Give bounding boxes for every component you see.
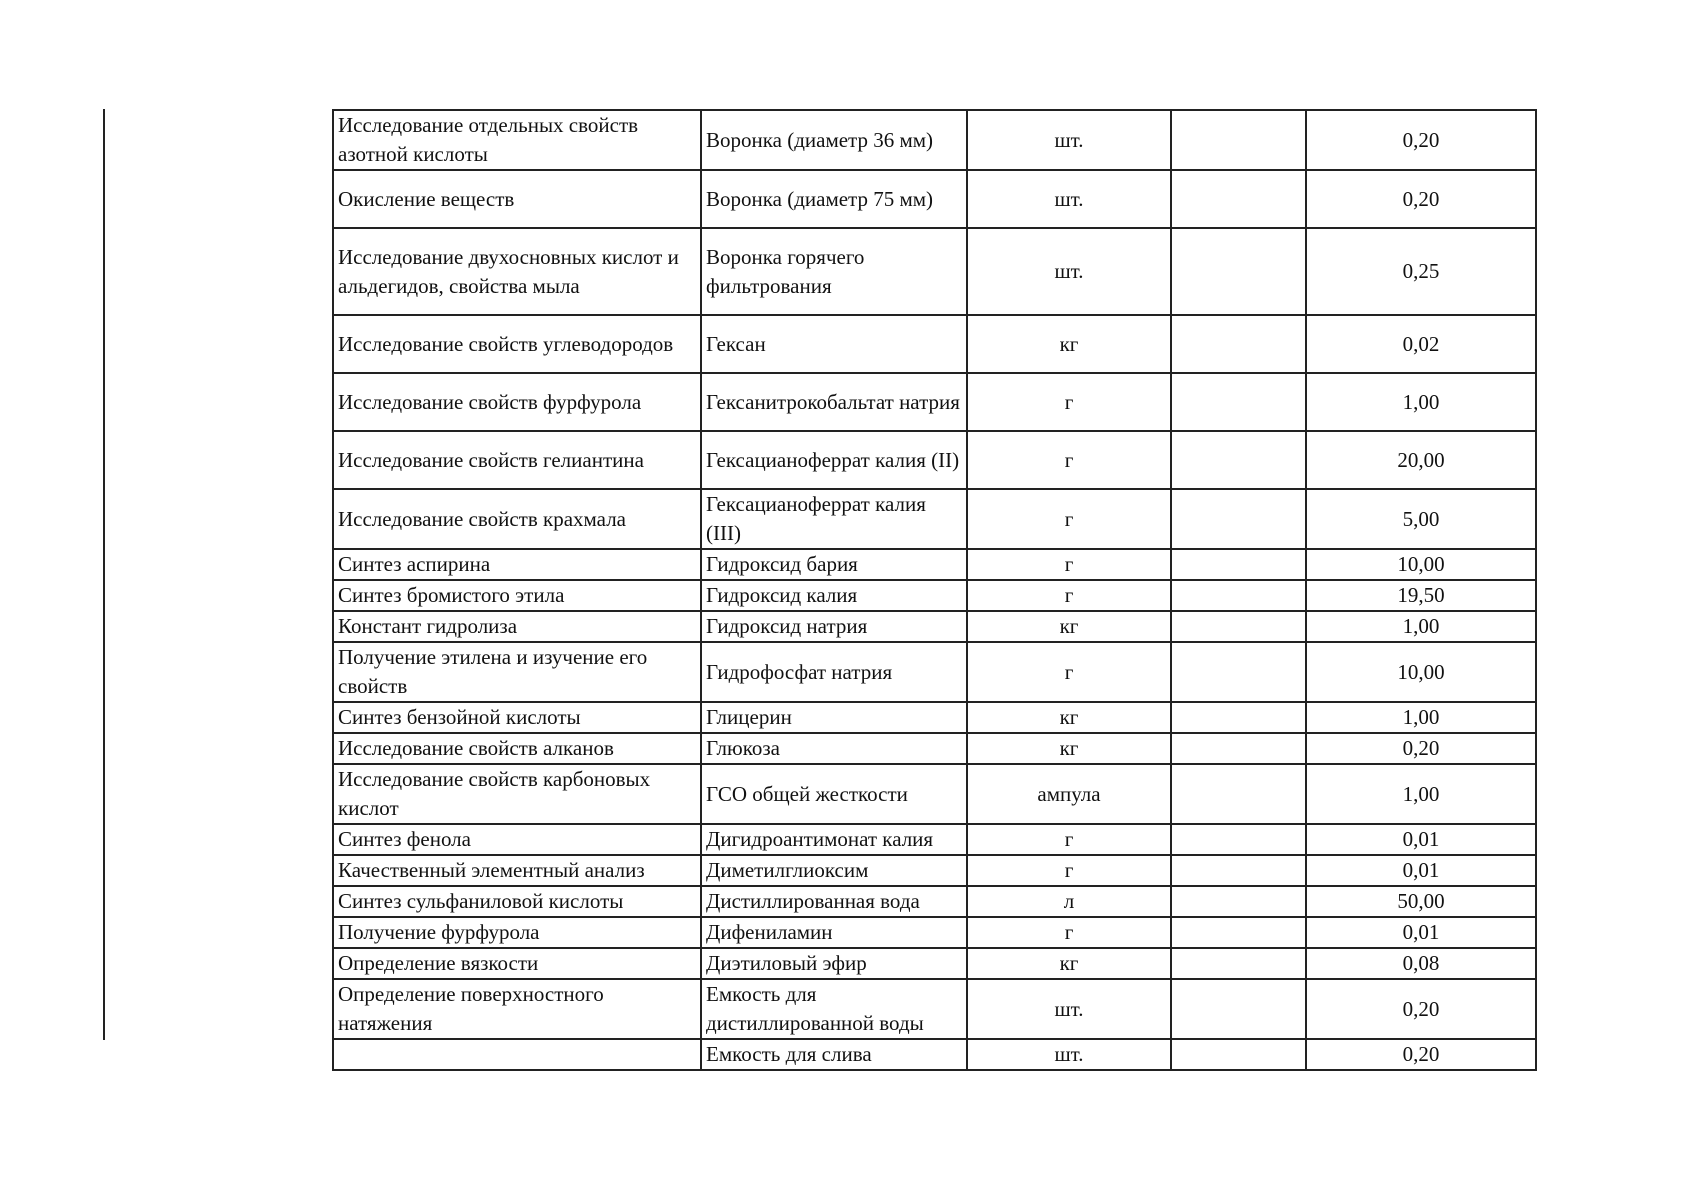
cell-quantity: 0,20 bbox=[1306, 733, 1536, 764]
cell-unit: г bbox=[967, 580, 1171, 611]
table-row bbox=[333, 979, 1536, 1039]
cell-material: Воронка (диаметр 36 мм) bbox=[701, 110, 967, 170]
cell-unit: кг bbox=[967, 948, 1171, 979]
cell-material: Глюкоза bbox=[701, 733, 967, 764]
cell-material: Воронка горячего фильтрования bbox=[701, 228, 967, 315]
cell-unit: г bbox=[967, 549, 1171, 580]
table-row bbox=[333, 373, 1536, 431]
cell-work: Окисление веществ bbox=[333, 170, 701, 228]
cell-unit: кг bbox=[967, 733, 1171, 764]
cell-quantity: 0,08 bbox=[1306, 948, 1536, 979]
cell-material: Глицерин bbox=[701, 702, 967, 733]
cell-work: Получение этилена и изучение его свойств bbox=[333, 642, 701, 702]
table-row bbox=[333, 228, 1536, 315]
cell-material: Гидроксид калия bbox=[701, 580, 967, 611]
table-row bbox=[333, 764, 1536, 824]
table-row bbox=[333, 170, 1536, 228]
cell-work: Констант гидролиза bbox=[333, 611, 701, 642]
materials-table bbox=[332, 109, 1537, 1071]
cell-quantity: 0,01 bbox=[1306, 855, 1536, 886]
cell-work: Исследование свойств алканов bbox=[333, 733, 701, 764]
cell-blank bbox=[1171, 431, 1306, 489]
cell-work: Исследование свойств крахмала bbox=[333, 489, 701, 549]
cell-quantity: 0,20 bbox=[1306, 110, 1536, 170]
cell-unit: кг bbox=[967, 315, 1171, 373]
cell-unit: г bbox=[967, 824, 1171, 855]
cell-work: Исследование свойств фурфурола bbox=[333, 373, 701, 431]
cell-material: Гексанитрокобальтат натрия bbox=[701, 373, 967, 431]
cell-blank bbox=[1171, 373, 1306, 431]
cell-quantity: 5,00 bbox=[1306, 489, 1536, 549]
cell-quantity: 0,01 bbox=[1306, 917, 1536, 948]
cell-work: Получение фурфурола bbox=[333, 917, 701, 948]
cell-blank bbox=[1171, 917, 1306, 948]
cell-blank bbox=[1171, 642, 1306, 702]
cell-material: Емкость для дистиллированной воды bbox=[701, 979, 967, 1039]
cell-blank bbox=[1171, 489, 1306, 549]
cell-material: Гексацианоферрат калия (III) bbox=[701, 489, 967, 549]
cell-unit: шт. bbox=[967, 170, 1171, 228]
cell-blank bbox=[1171, 824, 1306, 855]
materials-table-body bbox=[333, 110, 1536, 1070]
table-row bbox=[333, 431, 1536, 489]
cell-work: Исследование свойств гелиантина bbox=[333, 431, 701, 489]
cell-quantity: 1,00 bbox=[1306, 702, 1536, 733]
cell-quantity: 0,20 bbox=[1306, 170, 1536, 228]
table-row bbox=[333, 948, 1536, 979]
cell-quantity: 19,50 bbox=[1306, 580, 1536, 611]
cell-work: Исследование свойств карбоновых кислот bbox=[333, 764, 701, 824]
cell-material: Дистиллированная вода bbox=[701, 886, 967, 917]
cell-blank bbox=[1171, 611, 1306, 642]
table-row bbox=[333, 489, 1536, 549]
cell-material: Диметилглиоксим bbox=[701, 855, 967, 886]
table-row bbox=[333, 917, 1536, 948]
cell-quantity: 50,00 bbox=[1306, 886, 1536, 917]
table-row bbox=[333, 315, 1536, 373]
cell-blank bbox=[1171, 855, 1306, 886]
cell-unit: г bbox=[967, 373, 1171, 431]
cell-unit: ампула bbox=[967, 764, 1171, 824]
cell-work: Качественный элементный анализ bbox=[333, 855, 701, 886]
cell-unit: кг bbox=[967, 702, 1171, 733]
table-row bbox=[333, 110, 1536, 170]
cell-material: Гексацианоферрат калия (II) bbox=[701, 431, 967, 489]
cell-material: Воронка (диаметр 75 мм) bbox=[701, 170, 967, 228]
cell-quantity: 20,00 bbox=[1306, 431, 1536, 489]
cell-unit: г bbox=[967, 431, 1171, 489]
cell-work: Синтез сульфаниловой кислоты bbox=[333, 886, 701, 917]
cell-unit: кг bbox=[967, 611, 1171, 642]
cell-material: Дигидроантимонат калия bbox=[701, 824, 967, 855]
cell-blank bbox=[1171, 1039, 1306, 1070]
cell-material: Гексан bbox=[701, 315, 967, 373]
cell-unit: шт. bbox=[967, 110, 1171, 170]
cell-blank bbox=[1171, 948, 1306, 979]
cell-unit: шт. bbox=[967, 1039, 1171, 1070]
cell-blank bbox=[1171, 580, 1306, 611]
cell-work: Определение поверхностного натяжения bbox=[333, 979, 701, 1039]
cell-unit: г bbox=[967, 489, 1171, 549]
cell-quantity: 0,01 bbox=[1306, 824, 1536, 855]
cell-unit: г bbox=[967, 642, 1171, 702]
table-row bbox=[333, 733, 1536, 764]
cell-unit: л bbox=[967, 886, 1171, 917]
cell-work: Синтез бромистого этила bbox=[333, 580, 701, 611]
cell-unit: г bbox=[967, 855, 1171, 886]
cell-blank bbox=[1171, 886, 1306, 917]
cell-work: Синтез бензойной кислоты bbox=[333, 702, 701, 733]
cell-material: Диэтиловый эфир bbox=[701, 948, 967, 979]
cell-work: Исследование свойств углеводородов bbox=[333, 315, 701, 373]
cell-blank bbox=[1171, 979, 1306, 1039]
cell-blank bbox=[1171, 110, 1306, 170]
cell-quantity: 0,20 bbox=[1306, 1039, 1536, 1070]
cell-blank bbox=[1171, 228, 1306, 315]
cell-material: Гидроксид натрия bbox=[701, 611, 967, 642]
table-row bbox=[333, 580, 1536, 611]
cell-quantity: 10,00 bbox=[1306, 642, 1536, 702]
cell-material: ГСО общей жесткости bbox=[701, 764, 967, 824]
table-row bbox=[333, 824, 1536, 855]
cell-quantity: 0,20 bbox=[1306, 979, 1536, 1039]
table-row bbox=[333, 702, 1536, 733]
page-margin-line bbox=[103, 109, 105, 1040]
cell-quantity: 0,25 bbox=[1306, 228, 1536, 315]
table-row bbox=[333, 1039, 1536, 1070]
cell-blank bbox=[1171, 549, 1306, 580]
cell-blank bbox=[1171, 170, 1306, 228]
cell-unit: шт. bbox=[967, 979, 1171, 1039]
cell-work: Синтез фенола bbox=[333, 824, 701, 855]
cell-quantity: 10,00 bbox=[1306, 549, 1536, 580]
cell-quantity: 0,02 bbox=[1306, 315, 1536, 373]
cell-work: Исследование отдельных свойств азотной кислоты bbox=[333, 110, 701, 170]
cell-work: Исследование двухосновных кислот и альдегидов, свойства мыла bbox=[333, 228, 701, 315]
cell-blank bbox=[1171, 315, 1306, 373]
cell-material: Емкость для слива bbox=[701, 1039, 967, 1070]
cell-blank bbox=[1171, 733, 1306, 764]
cell-work bbox=[333, 1039, 701, 1070]
cell-work: Определение вязкости bbox=[333, 948, 701, 979]
cell-material: Гидроксид бария bbox=[701, 549, 967, 580]
table-row bbox=[333, 611, 1536, 642]
cell-quantity: 1,00 bbox=[1306, 764, 1536, 824]
cell-quantity: 1,00 bbox=[1306, 373, 1536, 431]
cell-material: Дифениламин bbox=[701, 917, 967, 948]
cell-quantity: 1,00 bbox=[1306, 611, 1536, 642]
cell-blank bbox=[1171, 702, 1306, 733]
cell-blank bbox=[1171, 764, 1306, 824]
table-row bbox=[333, 642, 1536, 702]
table-row bbox=[333, 855, 1536, 886]
table-row bbox=[333, 549, 1536, 580]
cell-material: Гидрофосфат натрия bbox=[701, 642, 967, 702]
cell-unit: шт. bbox=[967, 228, 1171, 315]
cell-unit: г bbox=[967, 917, 1171, 948]
cell-work: Синтез аспирина bbox=[333, 549, 701, 580]
table-row bbox=[333, 886, 1536, 917]
